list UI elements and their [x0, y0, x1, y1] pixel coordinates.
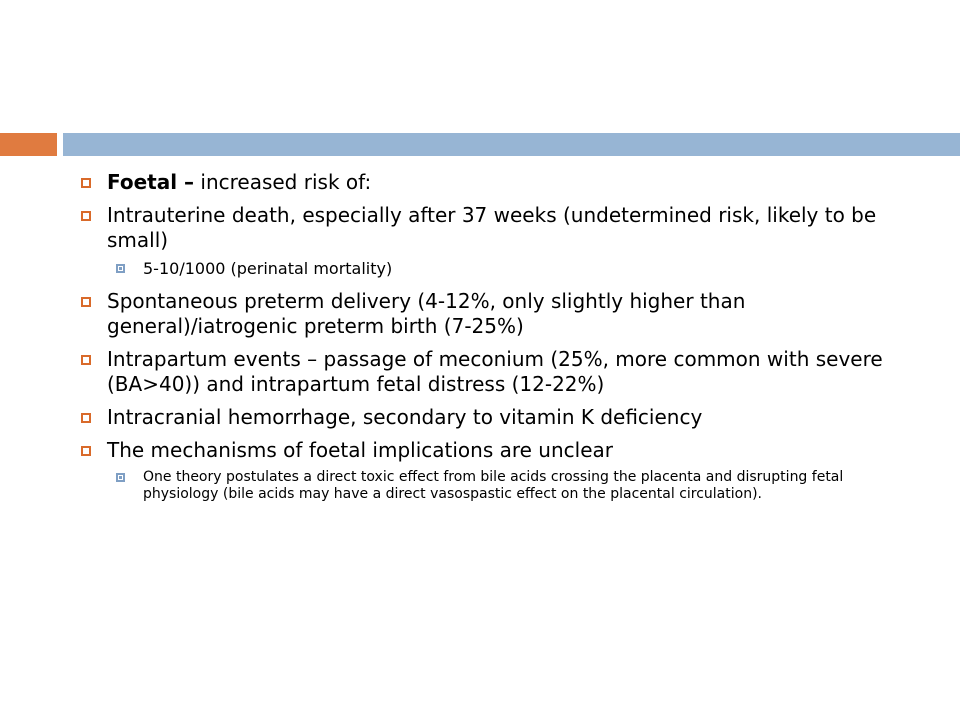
- square-bullet-icon: [81, 413, 91, 423]
- bullet-foetal-risk: [76, 170, 906, 195]
- header-accent-bar-orange: [0, 133, 57, 156]
- square-bullet-icon: [81, 297, 91, 307]
- sub-bullet-perinatal-mortality: [76, 259, 906, 279]
- bullet-bold-label: Foetal –: [107, 170, 195, 194]
- bullet-text: Intrauterine death, especially after 37 weeks (undetermined risk, likely to be small): [107, 203, 877, 252]
- square-sub-bullet-icon: [116, 264, 125, 273]
- header-accent-bar-blue: [63, 133, 960, 156]
- square-bullet-icon: [81, 178, 91, 188]
- bullet-preterm-delivery: [76, 289, 906, 339]
- square-bullet-icon: [81, 355, 91, 365]
- bullet-intrauterine-death: [76, 203, 906, 253]
- square-bullet-icon: [81, 446, 91, 456]
- bullet-text: Intracranial hemorrhage, secondary to vitamin K deficiency: [107, 405, 703, 429]
- bullet-text: increased risk of:: [194, 170, 372, 194]
- bullet-text: The mechanisms of foetal implications are unclear: [107, 438, 613, 462]
- bullet-text: Spontaneous preterm delivery (4-12%, only slightly higher than general)/iatrogenic preterm birth (7-25%): [107, 289, 746, 338]
- bullet-text: One theory postulates a direct toxic effect from bile acids crossing the placenta and disrupting fetal physiology (bile acids may have a direct vasospastic effect on the placental circulation).: [143, 469, 844, 502]
- square-sub-bullet-icon: [116, 473, 125, 482]
- bullet-intrapartum-events: [76, 347, 906, 397]
- sub-bullet-bile-acid-theory: [76, 469, 906, 503]
- bullet-intracranial-hemorrhage: [76, 405, 906, 430]
- bullet-text: Intrapartum events – passage of meconium (25%, more common with severe (BA>40)) and intrapartum fetal distress (12-22%): [107, 347, 883, 396]
- bullet-mechanisms-unclear: [76, 438, 906, 463]
- bullet-text: 5-10/1000 (perinatal mortality): [143, 259, 393, 278]
- slide-content: [76, 170, 906, 513]
- square-bullet-icon: [81, 211, 91, 221]
